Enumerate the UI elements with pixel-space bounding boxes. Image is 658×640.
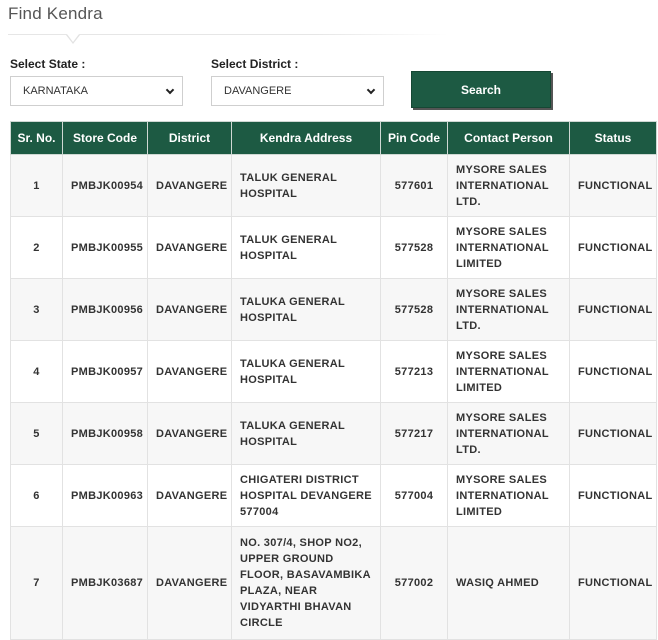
cell-store-code: PMBJK00955 (63, 217, 148, 279)
cell-sr-no: 2 (11, 217, 63, 279)
cell-address: TALUK GENERAL HOSPITAL (232, 217, 381, 279)
table-row (11, 465, 657, 527)
cell-pin-code: 577213 (381, 341, 448, 403)
header-sr-no: Sr. No. (11, 122, 63, 155)
table-row (11, 341, 657, 403)
cell-store-code: PMBJK03687 (63, 527, 148, 640)
cell-status: FUNCTIONAL (570, 527, 657, 640)
cell-status: FUNCTIONAL (570, 279, 657, 341)
cell-district: DAVANGERE (148, 341, 232, 403)
state-select[interactable] (10, 76, 183, 106)
cell-pin-code: 577528 (381, 217, 448, 279)
cell-contact-person: MYSORE SALES INTERNATIONAL LIMITED (448, 217, 570, 279)
cell-address: TALUKA GENERAL HOSPITAL (232, 403, 381, 465)
cell-pin-code: 577002 (381, 527, 448, 640)
table-row (11, 279, 657, 341)
cell-store-code: PMBJK00954 (63, 155, 148, 217)
cell-pin-code: 577601 (381, 155, 448, 217)
cell-address: CHIGATERI DISTRICT HOSPITAL DEVANGERE 577004 (232, 465, 381, 527)
cell-status: FUNCTIONAL (570, 155, 657, 217)
table-row (11, 527, 657, 640)
cell-address: NO. 307/4, SHOP NO2, UPPER GROUND FLOOR, BASAVAMBIKA PLAZA, NEAR VIDYARTHI BHAVAN CIRCLE (232, 527, 381, 640)
table-row (11, 155, 657, 217)
header-district: District (148, 122, 232, 155)
table-row (11, 217, 657, 279)
header-pin-code: Pin Code (381, 122, 448, 155)
cell-sr-no: 7 (11, 527, 63, 640)
table-header-row (11, 122, 657, 155)
header-kendra-address: Kendra Address (232, 122, 381, 155)
cell-pin-code: 577004 (381, 465, 448, 527)
search-button[interactable]: Search (411, 71, 551, 108)
cell-pin-code: 577528 (381, 279, 448, 341)
header-contact-person: Contact Person (448, 122, 570, 155)
cell-sr-no: 5 (11, 403, 63, 465)
cell-store-code: PMBJK00956 (63, 279, 148, 341)
cell-contact-person: WASIQ AHMED (448, 527, 570, 640)
cell-status: FUNCTIONAL (570, 465, 657, 527)
cell-contact-person: MYSORE SALES INTERNATIONAL LIMITED (448, 341, 570, 403)
kendra-table (10, 121, 657, 640)
cell-store-code: PMBJK00963 (63, 465, 148, 527)
cell-district: DAVANGERE (148, 403, 232, 465)
chevron-down-icon (166, 86, 174, 94)
cell-sr-no: 1 (11, 155, 63, 217)
cell-store-code: PMBJK00957 (63, 341, 148, 403)
cell-status: FUNCTIONAL (570, 217, 657, 279)
cell-contact-person: MYSORE SALES INTERNATIONAL LTD. (448, 279, 570, 341)
cell-status: FUNCTIONAL (570, 403, 657, 465)
table-row (11, 403, 657, 465)
cell-contact-person: MYSORE SALES INTERNATIONAL LTD. (448, 155, 570, 217)
state-select-value: KARNATAKA (23, 85, 88, 97)
cell-address: TALUK GENERAL HOSPITAL (232, 155, 381, 217)
cell-district: DAVANGERE (148, 155, 232, 217)
cell-district: DAVANGERE (148, 217, 232, 279)
chevron-down-icon (367, 86, 375, 94)
title-divider-notch (66, 35, 80, 45)
cell-district: DAVANGERE (148, 279, 232, 341)
cell-contact-person: MYSORE SALES INTERNATIONAL LTD. (448, 403, 570, 465)
header-store-code: Store Code (63, 122, 148, 155)
cell-status: FUNCTIONAL (570, 341, 657, 403)
district-select[interactable] (211, 76, 384, 106)
district-select-value: DAVANGERE (224, 85, 292, 97)
cell-sr-no: 4 (11, 341, 63, 403)
cell-store-code: PMBJK00958 (63, 403, 148, 465)
cell-district: DAVANGERE (148, 527, 232, 640)
cell-address: TALUKA GENERAL HOSPITAL (232, 279, 381, 341)
select-state-label: Select State : (10, 57, 86, 71)
cell-address: TALUKA GENERAL HOSPITAL (232, 341, 381, 403)
select-district-label: Select District : (211, 57, 299, 71)
cell-district: DAVANGERE (148, 465, 232, 527)
cell-sr-no: 3 (11, 279, 63, 341)
header-status: Status (570, 122, 657, 155)
cell-contact-person: MYSORE SALES INTERNATIONAL LIMITED (448, 465, 570, 527)
page-title: Find Kendra (8, 4, 103, 23)
cell-sr-no: 6 (11, 465, 63, 527)
cell-pin-code: 577217 (381, 403, 448, 465)
